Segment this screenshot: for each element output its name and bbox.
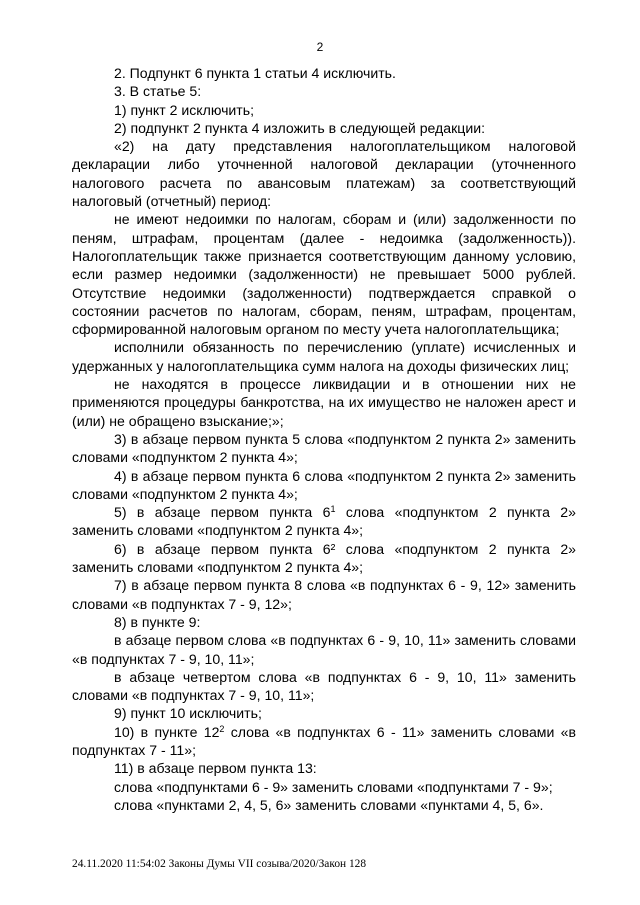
paragraph-text-end: слова «подпунктом 2 пункта 2» заменить словами «подпунктом 2 пункта 4»; [72,504,576,539]
paragraph: 2) подпункт 2 пункта 4 изложить в следующей редакции: [114,119,486,136]
paragraph: 3) в абзаце первом пункта 5 слова «подпунктом 2 пункта 2» заменить словами «подпунктом 2 пункта 4»; [72,430,576,466]
paragraph: в абзаце четвертом слова «в подпунктах 6 - 9, 10, 11» заменить словами «в подпунктах 7 - 9, 10, 11»; [72,668,576,704]
paragraph-text-end: слова «в подпунктах 6 - 11» заменить словами «в подпунктах 7 - 11»; [72,723,576,758]
paragraph-text-start: 5) в абзаце первом пункта 6 [114,504,331,521]
superscript: 2 [219,723,225,734]
page-number: 2 [316,40,324,54]
paragraph: слова «подпунктами 6 - 9» заменить словами «подпунктами 7 - 9»; [114,778,553,795]
paragraph: 3. В статье 5: [114,83,202,100]
document-body [72,64,576,814]
paragraph: 4) в абзаце первом пункта 6 слова «подпунктом 2 пункта 2» заменить словами «подпунктом 2 пункта 4»; [72,467,576,502]
paragraph: слова «пунктами 2, 4, 5, 6» заменить словами «пунктами 4, 5, 6». [114,796,544,813]
paragraph: 9) пункт 10 исключить; [114,705,262,722]
document-footer: 24.11.2020 11:54:02 Законы Думы VII созыва/2020/Закон 128 [72,858,367,870]
paragraph: в абзаце первом слова «в подпунктах 6 - 9, 10, 11» заменить словами «в подпунктах 7 - 9, 10, 11»; [72,632,576,667]
paragraph: 1) пункт 2 исключить; [114,101,255,118]
paragraph: не имеют недоимки по налогам, сборам и (или) задолженности по пеням, штрафам, процентам (далее - недоимка (задолженность)). Налогоплательщик также признается соответствующим данному условию, если размер недоимки (задолженности) не превышает 5000 рублей. Отсутствие недоимки (задолженности) подтверждается справкой о состоянии расчетов по налогам, сборам, пеням, штрафам, процентам, сформированной налоговым органом по месту учета налогоплательщика; [72,211,576,338]
paragraph-text-start: 10) в пункте 12 [114,723,220,740]
paragraph: 11) в абзаце первом пункта 13: [114,760,317,777]
paragraph: 8) в пункте 9: [114,613,201,630]
paragraph [72,723,576,760]
paragraph: не находятся в процессе ликвидации и в отношении них не применяются процедуры банкротства, на их имущество не наложен арест и (или) не обращено взыскание;»; [72,376,576,429]
superscript: 1 [330,504,336,515]
paragraph [72,503,576,540]
paragraph: «2) на дату представления налогоплательщиком налоговой декларации либо уточненной налоговой декларации (уточненного налогового расчета по авансовым платежам) за соответствующий налоговый (отчетный) период: [72,138,576,210]
paragraph: 6) в абзаце первом пункта 6² слова «подпунктом 2 пункта 2» заменить словами «подпунктом 2 пункта 4»; [72,540,576,576]
paragraph: исполнили обязанность по перечислению (уплате) исчисленных и удержанных у налогоплательщика сумм налога на доходы физических лиц; [72,339,576,374]
paragraph: 2. Подпункт 6 пункта 1 статьи 4 исключить. [114,65,396,81]
paragraph: 7) в абзаце первом пункта 8 слова «в подпунктах 6 - 9, 12» заменить словами «в подпунктах 7 - 9, 12»; [72,577,576,612]
